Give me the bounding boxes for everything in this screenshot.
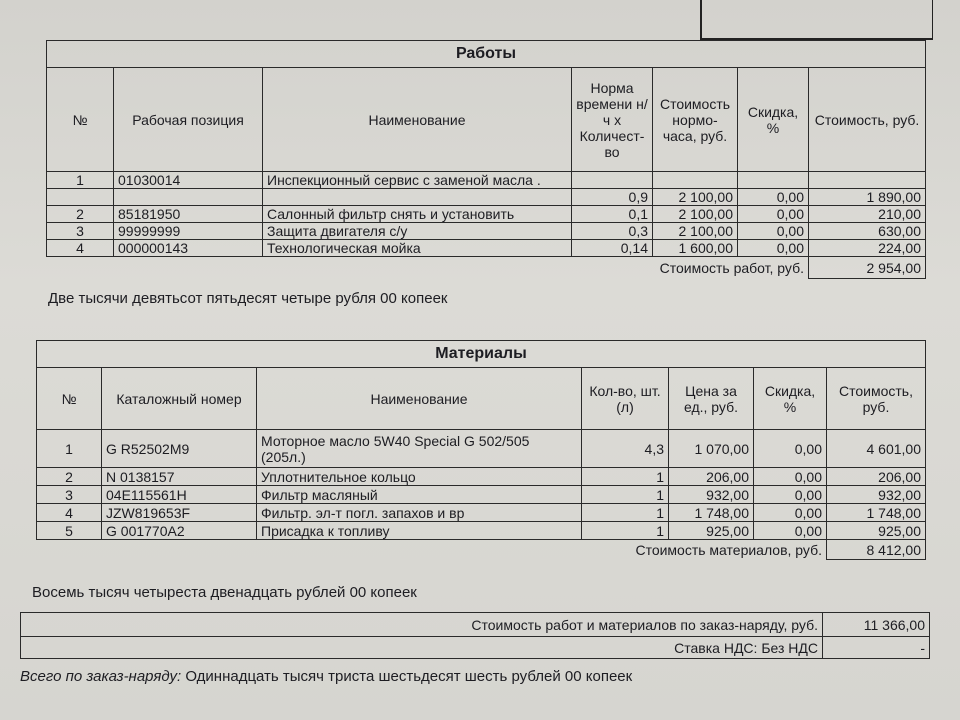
row-discount: 0,00: [754, 430, 827, 468]
row-cost: 224,00: [809, 240, 926, 257]
row-price: 1 600,00: [653, 240, 738, 257]
works-header-discount: Скидка, %: [738, 68, 809, 172]
materials-title: Материалы: [37, 341, 926, 368]
table-row: [37, 522, 926, 540]
table-row: [47, 240, 926, 257]
grand-total-in-words: Одиннадцать тысяч триста шестьдесят шесть рублей 00 копеек: [185, 668, 633, 685]
row-cost: 932,00: [827, 486, 926, 504]
row-position: 85181950: [114, 206, 263, 223]
row-num: 3: [47, 223, 114, 240]
table-row: [47, 206, 926, 223]
grand-total-line: [20, 668, 632, 685]
row-name: Моторное масло 5W40 Special G 502/505 (205л.): [257, 430, 582, 468]
works-header-position: Рабочая позиция: [114, 68, 263, 172]
row-num: 4: [47, 240, 114, 257]
row-catalog: 04E115561H: [102, 486, 257, 504]
row-name: Инспекционный сервис с заменой масла .: [263, 172, 572, 189]
materials-header-catalog: Каталожный номер: [102, 368, 257, 430]
row-price: 925,00: [669, 522, 754, 540]
row-position: 000000143: [114, 240, 263, 257]
materials-table: [36, 340, 926, 560]
works-title: Работы: [47, 41, 926, 68]
row-position: [114, 189, 263, 206]
row-num: 1: [47, 172, 114, 189]
row-num: 2: [47, 206, 114, 223]
summary-table: [20, 612, 930, 659]
row-name: [263, 189, 572, 206]
works-header-name: Наименование: [263, 68, 572, 172]
row-price: 2 100,00: [653, 206, 738, 223]
table-row: [47, 172, 926, 189]
summary-total-value: 11 366,00: [823, 613, 930, 637]
works-total-in-words: Две тысячи девятьсот пятьдесят четыре рубля 00 копеек: [48, 290, 448, 307]
works-header-cost: Стоимость, руб.: [809, 68, 926, 172]
materials-header-qty: Кол-во, шт. (л): [582, 368, 669, 430]
row-price: 206,00: [669, 468, 754, 486]
row-price: 2 100,00: [653, 189, 738, 206]
row-name: Салонный фильтр снять и установить: [263, 206, 572, 223]
row-price: 1 070,00: [669, 430, 754, 468]
row-num: 1: [37, 430, 102, 468]
row-cost: 206,00: [827, 468, 926, 486]
summary-total-label: Стоимость работ и материалов по заказ-наряду, руб.: [21, 613, 823, 637]
row-qty: 1: [582, 522, 669, 540]
row-qty: [572, 172, 653, 189]
row-discount: 0,00: [754, 468, 827, 486]
row-discount: 0,00: [738, 223, 809, 240]
works-header-num: №: [47, 68, 114, 172]
row-qty: 1: [582, 504, 669, 522]
row-qty: 4,3: [582, 430, 669, 468]
summary-vat-label: Ставка НДС: Без НДС: [21, 637, 823, 659]
row-discount: 0,00: [738, 189, 809, 206]
row-price: [653, 172, 738, 189]
materials-header-num: №: [37, 368, 102, 430]
table-row: [47, 189, 926, 206]
row-price: 2 100,00: [653, 223, 738, 240]
table-row: [37, 504, 926, 522]
row-catalog: N 0138157: [102, 468, 257, 486]
row-num: 5: [37, 522, 102, 540]
materials-total-value: 8 412,00: [827, 540, 926, 560]
row-discount: [738, 172, 809, 189]
table-row: [47, 223, 926, 240]
row-qty: 1: [582, 486, 669, 504]
row-num: [47, 189, 114, 206]
row-discount: 0,00: [754, 522, 827, 540]
table-row: [37, 486, 926, 504]
row-price: 932,00: [669, 486, 754, 504]
row-num: 2: [37, 468, 102, 486]
works-header-norm-time: Норма времени н/ч х Количест-во: [572, 68, 653, 172]
materials-total-label: Стоимость материалов, руб.: [37, 540, 827, 560]
row-name: Уплотнительное кольцо: [257, 468, 582, 486]
row-num: 3: [37, 486, 102, 504]
row-name: Присадка к топливу: [257, 522, 582, 540]
materials-header-price: Цена за ед., руб.: [669, 368, 754, 430]
row-name: Фильтр. эл-т погл. запахов и вр: [257, 504, 582, 522]
works-total-value: 2 954,00: [809, 257, 926, 279]
row-discount: 0,00: [754, 486, 827, 504]
row-name: Фильтр масляный: [257, 486, 582, 504]
works-total-label: Стоимость работ, руб.: [47, 257, 809, 279]
row-cost: 925,00: [827, 522, 926, 540]
row-cost: [809, 172, 926, 189]
row-position: 01030014: [114, 172, 263, 189]
row-discount: 0,00: [738, 240, 809, 257]
grand-total-label: Всего по заказ-наряду:: [20, 668, 182, 685]
works-table: [46, 40, 926, 279]
summary-vat-value: -: [823, 637, 930, 659]
row-catalog: JZW819653F: [102, 504, 257, 522]
works-header-hour-cost: Стоимость нормо-часа, руб.: [653, 68, 738, 172]
row-cost: 1 890,00: [809, 189, 926, 206]
row-qty: 0,3: [572, 223, 653, 240]
row-catalog: G R52502M9: [102, 430, 257, 468]
row-position: 99999999: [114, 223, 263, 240]
table-row: [37, 430, 926, 468]
materials-header-cost: Стоимость, руб.: [827, 368, 926, 430]
row-name: Технологическая мойка: [263, 240, 572, 257]
row-price: 1 748,00: [669, 504, 754, 522]
row-discount: 0,00: [738, 206, 809, 223]
row-cost: 1 748,00: [827, 504, 926, 522]
materials-header-discount: Скидка, %: [754, 368, 827, 430]
row-qty: 0,1: [572, 206, 653, 223]
row-cost: 4 601,00: [827, 430, 926, 468]
row-name: Защита двигателя с/у: [263, 223, 572, 240]
table-row: [37, 468, 926, 486]
row-qty: 1: [582, 468, 669, 486]
row-qty: 0,9: [572, 189, 653, 206]
row-discount: 0,00: [754, 504, 827, 522]
row-cost: 630,00: [809, 223, 926, 240]
previous-section-fragment: [700, 0, 933, 40]
row-qty: 0,14: [572, 240, 653, 257]
row-cost: 210,00: [809, 206, 926, 223]
row-num: 4: [37, 504, 102, 522]
row-catalog: G 001770A2: [102, 522, 257, 540]
materials-header-name: Наименование: [257, 368, 582, 430]
materials-total-in-words: Восемь тысяч четыреста двенадцать рублей 00 копеек: [32, 584, 417, 601]
